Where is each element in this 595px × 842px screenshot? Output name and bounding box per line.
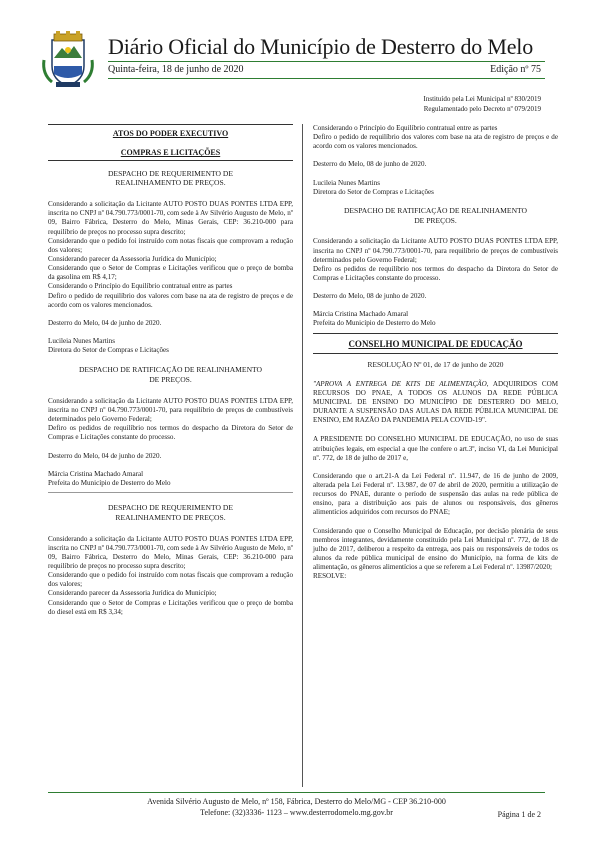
resolve-label: RESOLVE: bbox=[313, 572, 347, 581]
place-date: Desterro do Melo, 04 de junho de 2020. bbox=[48, 451, 162, 460]
paragraph: Considerando o Princípio do Equilíbrio contratual entre as partes bbox=[313, 124, 498, 132]
page-number: Página 1 de 2 bbox=[497, 810, 541, 819]
paragraph: Considerando a solicitação da Licitante AUTO POSTO DUAS PONTES LTDA EPP, inscrita no CNPJ nº 04.790.773/0001-70, com sede à Av Silvério Augusto de Melo, nº 09, Bairro Fábrica, Desterro do Melo, Minas Gerais, CEP: 36.210-000 para requilíbrio de preços no processo supra descrito; bbox=[48, 200, 293, 236]
signature-name: Lucileia Nunes Martins bbox=[313, 178, 380, 187]
signature-role: Diretora do Setor de Compras e Licitações bbox=[48, 346, 169, 355]
footer-contact: Telefone: (32)3336- 1123 – www.desterrodomelo.mg.gov.br bbox=[200, 808, 393, 818]
resolution-summary bbox=[313, 380, 558, 426]
page-header bbox=[0, 0, 595, 113]
right-column bbox=[313, 124, 558, 581]
heading-line: REALINHAMENTO DE PREÇOS. bbox=[115, 178, 226, 188]
page-title: Diário Oficial do Município de Desterro do Melo bbox=[108, 34, 533, 59]
paragraph: Defiro os pedidos de requilíbrio nos termos do despacho da Diretora do Setor de Compras e Licitações constante do processo. bbox=[313, 264, 558, 282]
header-top-rule bbox=[108, 61, 545, 62]
place-date: Desterro do Melo, 08 de junho de 2020. bbox=[313, 160, 427, 169]
paragraph: Considerando o Princípio do Equilíbrio contratual entre as partes bbox=[48, 282, 233, 291]
heading-line: DESPACHO DE REQUERIMENTO DE bbox=[107, 502, 234, 512]
signature-role: Diretora do Setor de Compras e Licitações bbox=[313, 187, 434, 196]
separator bbox=[48, 492, 293, 493]
summary-italic: "APROVA A ENTREGA DE KITS DE ALIMENTAÇÃO, bbox=[313, 379, 489, 388]
paragraph: Considerando a solicitação da Licitante AUTO POSTO DUAS PONTES LTDA EPP, inscrita no CNPJ nº 04.790.773/0001-70, para requilíbrio de preços de combustíveis determinados pelo Governo Federal; bbox=[48, 396, 293, 424]
section-title-text: ATOS DO PODER EXECUTIVO bbox=[112, 129, 229, 138]
signature-name: Márcia Cristina Machado Amaral bbox=[48, 469, 144, 478]
paragraph: Considerando a solicitação da Licitante AUTO POSTO DUAS PONTES LTDA EPP, inscrita no CNPJ nº 04.790.773/0001-70, para requilíbrio de preços de combustíveis determinados pelo Governo Federal; bbox=[313, 237, 558, 264]
paragraph: Considerando parecer da Assessoria Jurídica do Município; bbox=[48, 589, 217, 598]
paragraph: A PRESIDENTE DO CONSELHO MUNICIPAL DE EDUCAÇÃO, no uso de suas atribuições legais, em especial a que lhe confere o art.3º, inciso VI, da Lei Municipal nº. 772, de 18 de julho de 2017 e, bbox=[313, 435, 558, 462]
dispatch-heading bbox=[313, 206, 558, 226]
header-bottom-rule bbox=[108, 78, 545, 79]
paragraph: Considerando a solicitação da Licitante AUTO POSTO DUAS PONTES LTDA EPP, inscrita no CNPJ nº 04.790.773/0001-70, com sede à Av Silvério Augusto de Melo, nº 09, Bairro Fábrica, Desterro do Melo, Minas Gerais, CEP: 36.210-000 para requilíbrio de preços no processo supra descrito; bbox=[48, 534, 293, 570]
left-column bbox=[48, 124, 293, 617]
summary-text: ADQUIRIDOS COM RECURSOS DO PNAE, A TODOS OS ALUNOS DA REDE PÚBLICA MUNICIPAL DE ENSINO DO MUNICÍPIO DE DESTERRO DO MELO, DURANTE A SUSPENSÃO DAS AULAS DA REDE PÚBLICA MUNICIPAL DE ENSINO, EM RAZÃO DA PANDEMIA PELA COVID-19". bbox=[313, 379, 558, 425]
heading-line: DESPACHO DE REQUERIMENTO DE bbox=[107, 168, 234, 178]
paragraph: Defiro os pedidos de requilíbrio nos termos do despacho da Diretora do Setor de Compras e Licitações constante do processo. bbox=[48, 424, 293, 442]
signature-name: Márcia Cristina Machado Amaral bbox=[313, 310, 409, 319]
paragraph: Considerando que o Setor de Compras e Licitações verificou que o preço de bomba do diesel está em R$ 3,34; bbox=[48, 598, 293, 616]
paragraph: Considerando que o art.21-A da Lei Federal nº. 11.947, de 16 de junho de 2009, alterada pela Lei Federal nº. 13.987, de 07 de abril de 2020, permitiu a utilização de recursos do PNAE, durante o período de suspensão das aulas na rede pública de ensino, para a distribuição aos pais de alunos ou responsáveis, dos gêneros alimentícios adquiridos com recursos do PNAE; bbox=[313, 471, 558, 517]
heading-line: DESPACHO DE RATIFICAÇÃO DE REALINHAMENTO bbox=[78, 365, 263, 375]
column-divider bbox=[302, 124, 303, 787]
signature-name: Lucileia Nunes Martins bbox=[48, 337, 115, 346]
heading-line: REALINHAMENTO DE PREÇOS. bbox=[115, 512, 226, 522]
council-title: CONSELHO MUNICIPAL DE EDUCAÇÃO bbox=[313, 333, 558, 355]
municipal-coat-of-arms-icon bbox=[38, 30, 98, 90]
footer-address: Avenida Silvério Augusto de Melo, nº 158, Fábrica, Desterro do Melo/MG - CEP 36.210-000 bbox=[147, 797, 446, 806]
edition-number: Edição nº 75 bbox=[490, 64, 541, 75]
signature-role: Prefeita do Município de Desterro do Melo bbox=[48, 478, 171, 487]
page-footer bbox=[48, 796, 545, 818]
place-date: Desterro do Melo, 08 de junho de 2020. bbox=[313, 292, 427, 301]
heading-line: DE PREÇOS. bbox=[414, 215, 457, 225]
paragraph: Defiro o pedido de requilíbrio dos valores com base na ata de registro de preços e de acordo com os valores mencionados. bbox=[313, 133, 558, 151]
paragraph: Defiro o pedido de requilíbrio dos valores com base na ata de registro de preços e de acordo com os valores mencionados. bbox=[48, 291, 293, 309]
footer-rule bbox=[48, 792, 545, 793]
institution-law: Instituído pela Lei Municipal nº 830/2019 bbox=[423, 95, 541, 103]
paragraph: Considerando que o Conselho Municipal de Educação, por decisão plenária de seus membros integrantes, devidamente constituído pela Lei Municipal nº. 772, de 18 de julho de 2017, deliberou a respeito da entrega, aos pais ou responsáveis de todos os alunos da rede pública municipal de ensino do Município, na forma de kits de alimentação, os gêneros alimentícios a que se referem a Lei Federal nº. 13987/2020; bbox=[313, 526, 558, 572]
resolution-number: RESOLUÇÃO Nº 01, de 17 de junho de 2020 bbox=[367, 360, 504, 370]
section-subtitle: COMPRAS E LICITAÇÕES bbox=[120, 148, 221, 158]
dispatch-heading bbox=[48, 169, 293, 189]
section-title bbox=[48, 124, 293, 161]
paragraph: Considerando que o pedido foi instruído com notas fiscais que comprovam a redução dos valores; bbox=[48, 236, 293, 254]
regulation-decree: Regulamentado pelo Decreto nº 079/2019 bbox=[423, 105, 541, 113]
heading-line: DE PREÇOS. bbox=[149, 375, 192, 385]
dispatch-heading bbox=[48, 503, 293, 523]
paragraph: Considerando que o Setor de Compras e Licitações verificou que o preço de bomba da gasolina em R$ 4,17; bbox=[48, 264, 293, 282]
publication-date: Quinta-feira, 18 de junho de 2020 bbox=[108, 64, 244, 75]
place-date: Desterro do Melo, 04 de junho de 2020. bbox=[48, 318, 162, 327]
heading-line: DESPACHO DE RATIFICAÇÃO DE REALINHAMENTO bbox=[343, 205, 528, 215]
dispatch-heading bbox=[48, 365, 293, 385]
signature-role: Prefeita do Município de Desterro do Melo bbox=[313, 319, 436, 328]
paragraph: Considerando que o pedido foi instruído com notas fiscais que comprovam a redução dos valores; bbox=[48, 571, 293, 589]
paragraph: Considerando parecer da Assessoria Jurídica do Município; bbox=[48, 255, 217, 264]
